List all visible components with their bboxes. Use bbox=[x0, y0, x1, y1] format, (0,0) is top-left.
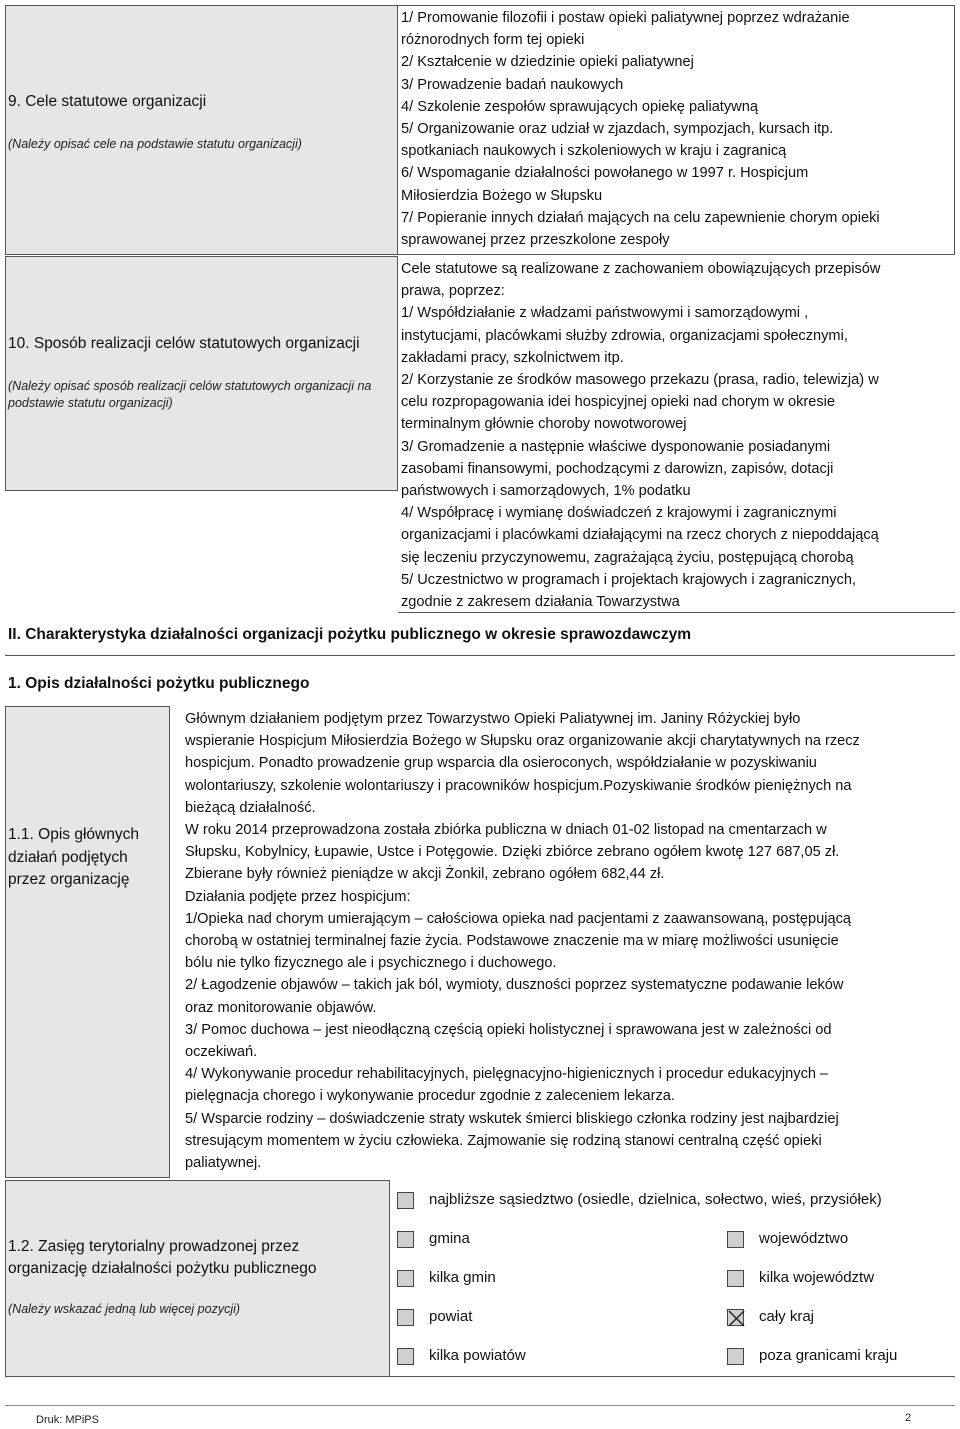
option-neighbourhood[interactable] bbox=[397, 1190, 882, 1210]
section9-line: sprawowanej przez przeszkolone zespoły bbox=[401, 232, 670, 249]
option-label: poza granicami kraju bbox=[759, 1347, 898, 1364]
checkbox-icon[interactable] bbox=[397, 1231, 414, 1248]
section10-line: 1/ Współdziałanie z władzami państwowymi i samorządowymi , bbox=[401, 305, 809, 322]
section9-line: 5/ Organizowanie oraz udział w zjazdach, sympozjach, kursach itp. bbox=[401, 121, 834, 138]
section1-1-line: wspieranie Hospicjum Miłosierdzia Bożego w Słupsku oraz organizowanie akcji charytatywnych na rzecz bbox=[185, 733, 860, 750]
checkbox-icon[interactable] bbox=[397, 1348, 414, 1365]
part2-divider bbox=[5, 655, 955, 656]
section1-1-line: oczekiwań. bbox=[185, 1044, 258, 1061]
section9-line: Miłosierdzia Bożego w Słupsku bbox=[401, 187, 603, 204]
section10-note-line1: (Należy opisać sposób realizacji celów statutowych organizacji na bbox=[8, 379, 372, 393]
section1-1-line: 1/Opieka nad chorym umierającym – całościowa opieka nad pacjentami z zaawansowaną, postępującą bbox=[185, 910, 852, 927]
option-poza-granicami[interactable] bbox=[727, 1346, 897, 1366]
option-label: gmina bbox=[429, 1230, 470, 1247]
section1-1-line: stresującym momentem w życiu człowieka. Zajmowanie się rodziną stanowi centralną część opieki bbox=[185, 1132, 822, 1149]
section1-1-line: 2/ Łagodzenie objawów – takich jak ból, wymioty, duszności poprzez systematyczne podawanie leków bbox=[185, 977, 844, 994]
option-powiat[interactable] bbox=[397, 1307, 472, 1327]
section1-1-content bbox=[185, 708, 955, 1174]
footer-print-label: Druk: MPiPS bbox=[36, 1414, 99, 1426]
checkbox-icon[interactable] bbox=[397, 1309, 414, 1326]
section1-1-line: Działania podjęte przez hospicjum: bbox=[185, 888, 411, 905]
section9-line: 2/ Kształcenie w dziedzinie opieki paliatywnej bbox=[401, 54, 694, 71]
section10-line: organizacjami i placówkami działającymi na rzecz chorych z niepoddającą bbox=[401, 527, 879, 544]
section1-1-line: 4/ Wykonywanie procedur rehabilitacyjnych, pielęgnacyjno-higienicznych i procedur edukacyjnych – bbox=[185, 1066, 829, 1083]
section1-1-title-line2: działań podjętych bbox=[8, 849, 128, 866]
option-wojewodztwo[interactable] bbox=[727, 1229, 848, 1249]
section1-1-line: W roku 2014 przeprowadzona została zbiórka publiczna w dniach 01-02 listopad na cmentarzach w bbox=[185, 822, 827, 839]
section9-line: 6/ Wspomaganie działalności powołanego w 1997 r. Hospicjum bbox=[401, 165, 809, 182]
section1-1-title-line1: 1.1. Opis głównych bbox=[8, 826, 139, 843]
checkbox-icon[interactable] bbox=[397, 1192, 414, 1209]
footer-rule bbox=[5, 1405, 955, 1406]
section1-2-note: (Należy wskazać jedną lub więcej pozycji) bbox=[8, 1302, 241, 1316]
section9-line: 1/ Promowanie filozofii i postaw opieki paliatywnej poprzez wdrażanie bbox=[401, 10, 850, 26]
section1-1-line: Zbierane były również pieniądze w akcji Żonkil, zebrano ogółem 682,44 zł. bbox=[185, 866, 665, 883]
section9-content bbox=[401, 7, 954, 251]
option-gmina[interactable] bbox=[397, 1229, 470, 1249]
section10-line: 2/ Korzystanie ze środków masowego przekazu (prasa, radio, telewizja) w bbox=[401, 372, 879, 389]
section10-line: Cele statutowe są realizowane z zachowaniem obowiązujących przepisów bbox=[401, 261, 881, 277]
checkbox-icon[interactable] bbox=[397, 1270, 414, 1287]
section1-1-line: bólu nie tylko fizycznego ale i psychicznego i duchowego. bbox=[185, 955, 557, 972]
checkbox-icon[interactable] bbox=[727, 1270, 744, 1287]
section10-label-cell bbox=[5, 256, 398, 491]
section9-line: 3/ Prowadzenie badań naukowych bbox=[401, 76, 624, 93]
section9-right-border bbox=[954, 5, 955, 255]
section9-line: 4/ Szkolenie zespołów sprawujących opiekę paliatywną bbox=[401, 98, 758, 115]
option-label: województwo bbox=[759, 1230, 849, 1247]
section10-line: 3/ Gromadzenie a następnie właściwe dysponowanie posiadanymi bbox=[401, 438, 831, 455]
option-kilka-gmin[interactable] bbox=[397, 1268, 496, 1288]
section9-line: różnorodnych form tej opieki bbox=[401, 32, 585, 49]
option-caly-kraj[interactable] bbox=[727, 1307, 814, 1327]
option-label: najbliższe sąsiedztwo (osiedle, dzielnica, sołectwo, wieś, przysiółek) bbox=[429, 1191, 882, 1208]
section1-1-line: 5/ Wsparcie rodziny – doświadczenie straty wskutek śmierci bliskiego członka rodziny jest najbardziej bbox=[185, 1110, 839, 1127]
section10-title: 10. Sposób realizacji celów statutowych organizacji bbox=[8, 335, 360, 352]
section10-line: zasobami finansowymi, pochodzącymi z darowizn, zapisów, dotacji bbox=[401, 460, 834, 477]
checkbox-icon[interactable] bbox=[727, 1348, 744, 1365]
section1-1-line: wolontariuszy, szkolenie wolontariuszy i pracowników hospicjum.Pozyskiwanie środków pieniężnych na bbox=[185, 777, 852, 794]
section10-line: 4/ Współpracę i wymianę doświadczeń z krajowymi i zagranicznymi bbox=[401, 505, 837, 522]
section1-1-line: Głównym działaniem podjętym przez Towarzystwo Opieki Paliatywnej im. Janiny Różyckiej było bbox=[185, 711, 801, 727]
section10-line: państwowych i samorządowych, 1% podatku bbox=[401, 483, 691, 500]
section10-line: instytucjami, placówkami służby zdrowia, organizacjami społecznymi, bbox=[401, 327, 848, 344]
option-label: kilka województw bbox=[759, 1269, 875, 1286]
option-kilka-wojewodztw[interactable] bbox=[727, 1268, 874, 1288]
section9-title: 9. Cele statutowe organizacji bbox=[8, 93, 207, 110]
section1-1-line: 3/ Pomoc duchowa – jest nieodłączną częścią opieki holistycznej i sprawowana jest w zależności od bbox=[185, 1021, 832, 1038]
section10-line: zakładami pracy, szkolnictwem itp. bbox=[401, 349, 624, 366]
section1-1-line: paliatywnej. bbox=[185, 1155, 262, 1172]
section10-line: się leczeniu przyczynowemu, zagrażającą życiu, postępującą chorobą bbox=[401, 549, 854, 566]
section1-1-line: oraz monitorowanie objawów. bbox=[185, 999, 377, 1016]
section10-line: 5/ Uczestnictwo w programach i projektach krajowych i zagranicznych, bbox=[401, 571, 857, 588]
section9-bottom-border bbox=[398, 254, 955, 255]
checked-checkbox-icon[interactable] bbox=[727, 1309, 744, 1326]
cross-mark-icon bbox=[728, 1310, 745, 1327]
option-kilka-powiatow[interactable] bbox=[397, 1346, 526, 1366]
section9-line: 7/ Popieranie innych działań mających na celu zapewnienie chorym opieki bbox=[401, 209, 880, 226]
option-label: powiat bbox=[429, 1308, 473, 1325]
section1-1-line: bieżącą działalność. bbox=[185, 799, 316, 816]
section1-1-line: hospicjum. Ponadto prowadzenie grup wsparcia dla osieroconych, współdziałanie w pozyskiwaniu bbox=[185, 755, 817, 772]
section9-top-border bbox=[5, 5, 955, 6]
section1-2-title-line2: organizację działalności pożytku publicznego bbox=[8, 1260, 317, 1277]
section1-1-line: pielęgnacja chorego i wykonywanie procedur zgodnie z zaleceniem lekarza. bbox=[185, 1088, 675, 1105]
section10-line: zgodnie z zakresem działania Towarzystwa bbox=[401, 594, 680, 611]
part2-subheading: 1. Opis działalności pożytku publicznego bbox=[8, 675, 310, 692]
option-label: cały kraj bbox=[759, 1308, 815, 1325]
option-label: kilka powiatów bbox=[429, 1347, 526, 1364]
section10-line: terminalnym głównie choroby nowotworowej bbox=[401, 416, 687, 433]
option-label: kilka gmin bbox=[429, 1269, 496, 1286]
section9-label-cell bbox=[5, 5, 398, 255]
section10-line: celu rozpropagowania idei hospicyjnej opieki nad chorym w okresie bbox=[401, 394, 835, 411]
section9-line: spotkaniach naukowych i szkoleniowych w kraju i zagranicą bbox=[401, 143, 787, 160]
section1-1-line: Słupsku, Kobylnicy, Łupawie, Ustce i Potęgowie. Dzięki zbiórce zebrano ogółem kwotę 127 687,05 zł. bbox=[185, 844, 840, 861]
checkbox-icon[interactable] bbox=[727, 1231, 744, 1248]
section1-2-bottom-border bbox=[390, 1376, 955, 1377]
section1-1-title-line3: przez organizację bbox=[8, 871, 130, 888]
section10-content bbox=[401, 258, 954, 613]
section10-note-line2: podstawie statutu organizacji) bbox=[8, 396, 173, 410]
section1-2-title-line1: 1.2. Zasięg terytorialny prowadzonej przez bbox=[8, 1238, 300, 1255]
footer-page-number: 2 bbox=[905, 1412, 912, 1424]
section9-note: (Należy opisać cele na podstawie statutu organizacji) bbox=[8, 137, 302, 151]
section1-1-label-cell bbox=[5, 706, 170, 1178]
part2-heading: II. Charakterystyka działalności organizacji pożytku publicznego w okresie sprawozdawczym bbox=[8, 626, 692, 643]
section1-1-line: chorobą w ostatniej terminalnej fazie życia. Podstawowe znaczenie ma w miarę możliwości usunięcie bbox=[185, 933, 839, 950]
section10-line: prawa, poprzez: bbox=[401, 283, 505, 300]
